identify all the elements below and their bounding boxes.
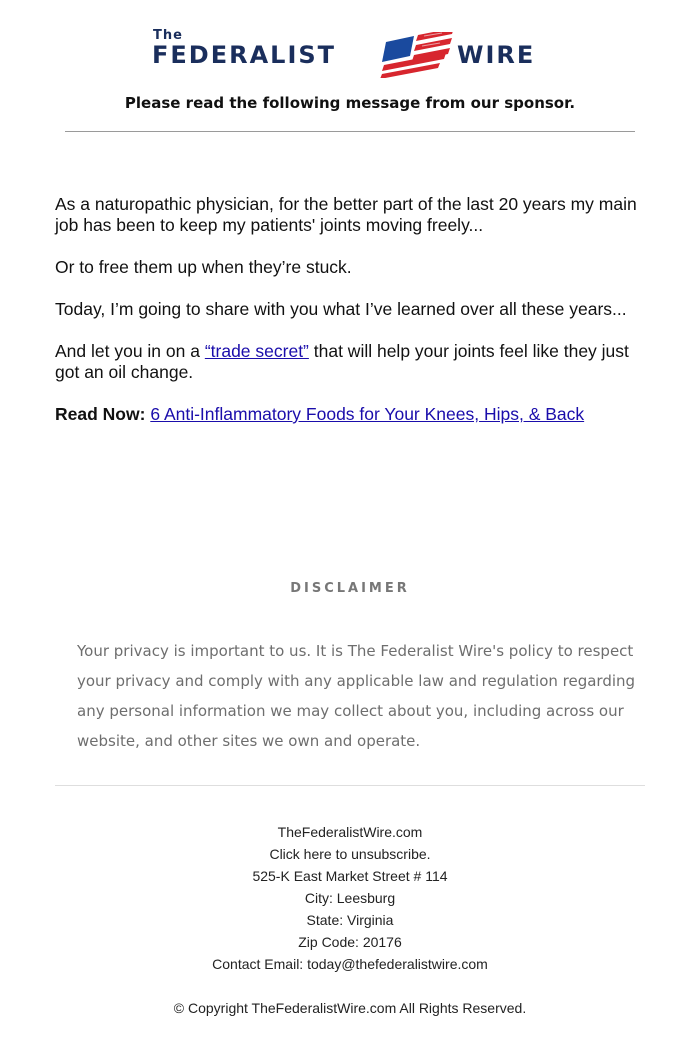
footer-divider [55, 785, 645, 786]
logo[interactable] [152, 28, 552, 80]
paragraph-4-text-after: that will help your joints feel like they just got an oil change. [55, 341, 629, 382]
unsubscribe-link[interactable]: Click here to unsubscribe. [269, 846, 431, 862]
footer-zip: Zip Code: 20176 [298, 934, 402, 950]
copyright: © Copyright TheFederalistWire.com All Rights Reserved. [173, 1000, 527, 1016]
footer-state: State: Virginia [306, 912, 394, 928]
paragraph-1: As a naturopathic physician, for the better part of the last 20 years my main job has been to keep my patients' joints moving freely... [55, 194, 637, 235]
paragraph-4 [55, 341, 655, 383]
disclaimer-title: DISCLAIMER [290, 581, 410, 596]
disclaimer-text: Your privacy is important to us. It is The Federalist Wire's policy to respect your privacy and comply with any applicable law and regulation regarding any personal information we may collect about you, including across our website, and other sites we own and operate. [77, 642, 636, 750]
logo-federalist-text: FEDERALIST [152, 41, 337, 69]
footer-site-link[interactable]: TheFederalistWire.com [277, 824, 423, 840]
sponsor-message: Please read the following message from our sponsor. [124, 94, 576, 112]
footer-contact-email: Contact Email: today@thefederalistwire.com [212, 956, 488, 972]
header-divider [65, 131, 635, 132]
logo-the-text: The [153, 28, 183, 43]
american-flag-icon [380, 32, 456, 78]
footer-city: City: Leesburg [304, 890, 396, 906]
footer [0, 821, 700, 975]
paragraph-2: Or to free them up when they’re stuck. [55, 257, 352, 277]
read-now-label: Read Now: [55, 404, 146, 424]
footer-street: 525-K East Market Street # 114 [252, 868, 448, 884]
read-now-link[interactable]: 6 Anti-Inflammatory Foods for Your Knees, Hips, & Back [150, 404, 585, 424]
trade-secret-link[interactable]: “trade secret” [204, 341, 309, 361]
paragraph-4-text-before: And let you in on a [55, 341, 205, 361]
article-body [55, 194, 655, 446]
read-now-line [55, 404, 655, 425]
paragraph-3: Today, I’m going to share with you what I’ve learned over all these years... [55, 299, 627, 319]
logo-wire-text: WIRE [457, 41, 536, 69]
